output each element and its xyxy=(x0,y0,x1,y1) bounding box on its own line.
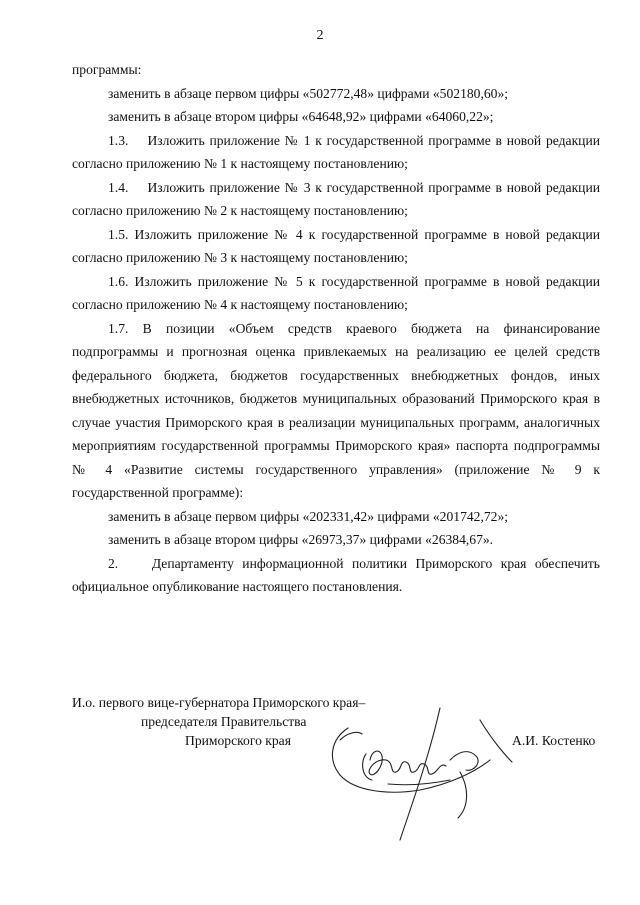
signer-title-line2: председателя Правительства xyxy=(141,714,307,729)
paragraph: 1.3. Изложить приложение № 1 к государственной программе в новой редакции согласно приложению № 1 к настоящему постановлению; xyxy=(72,132,600,171)
signer-title-line3: Приморского края xyxy=(185,733,291,748)
paragraph: заменить в абзаце втором цифры «26973,37» цифрами «26384,67». xyxy=(108,532,494,547)
signer-title-line1: И.о. первого вице-губернатора Приморского края– xyxy=(72,695,366,710)
paragraph: заменить в абзаце первом цифры «502772,48» цифрами «502180,60»; xyxy=(108,85,509,101)
page-number: 2 xyxy=(316,28,324,43)
paragraph: 1.7. В позиции «Объем средств краевого бюджета на финансирование подпрограммы и прогнозная оценка привлекаемых на реализацию ее целей средств федерального бюджета, бюджетов государственных внебюджетных фондов, иных внебюджетных источников, бюджетов муниципальных образований Приморского края в случае участия Приморского края в реализации муниципальных программ, аналогичных мероприятиям государственной программы Приморского края» паспорта подпрограммы № 4 «Развитие системы государственного управления» (приложение № 9 к государственной программе): xyxy=(72,320,600,500)
handwritten-signature xyxy=(300,700,530,850)
paragraph: 1.6. Изложить приложение № 5 к государственной программе в новой редакции согласно приложению № 4 к настоящему постановлению; xyxy=(72,273,600,312)
paragraph: 1.4. Изложить приложение № 3 к государственной программе в новой редакции согласно приложению № 2 к настоящему постановлению; xyxy=(72,179,600,218)
paragraph: 2. Департаменту информационной политики Приморского края обеспечить официальное опубликование настоящего постановления. xyxy=(72,555,600,594)
paragraph: заменить в абзаце первом цифры «202331,42» цифрами «201742,72»; xyxy=(108,508,509,524)
paragraph: программы: xyxy=(72,62,142,77)
signer-name: А.И. Костенко xyxy=(512,733,596,748)
paragraph: 1.5. Изложить приложение № 4 к государственной программе в новой редакции согласно приложению № 3 к настоящему постановлению; xyxy=(72,226,600,265)
paragraph: заменить в абзаце втором цифры «64648,92» цифрами «64060,22»; xyxy=(108,109,494,124)
document-body xyxy=(72,58,600,599)
